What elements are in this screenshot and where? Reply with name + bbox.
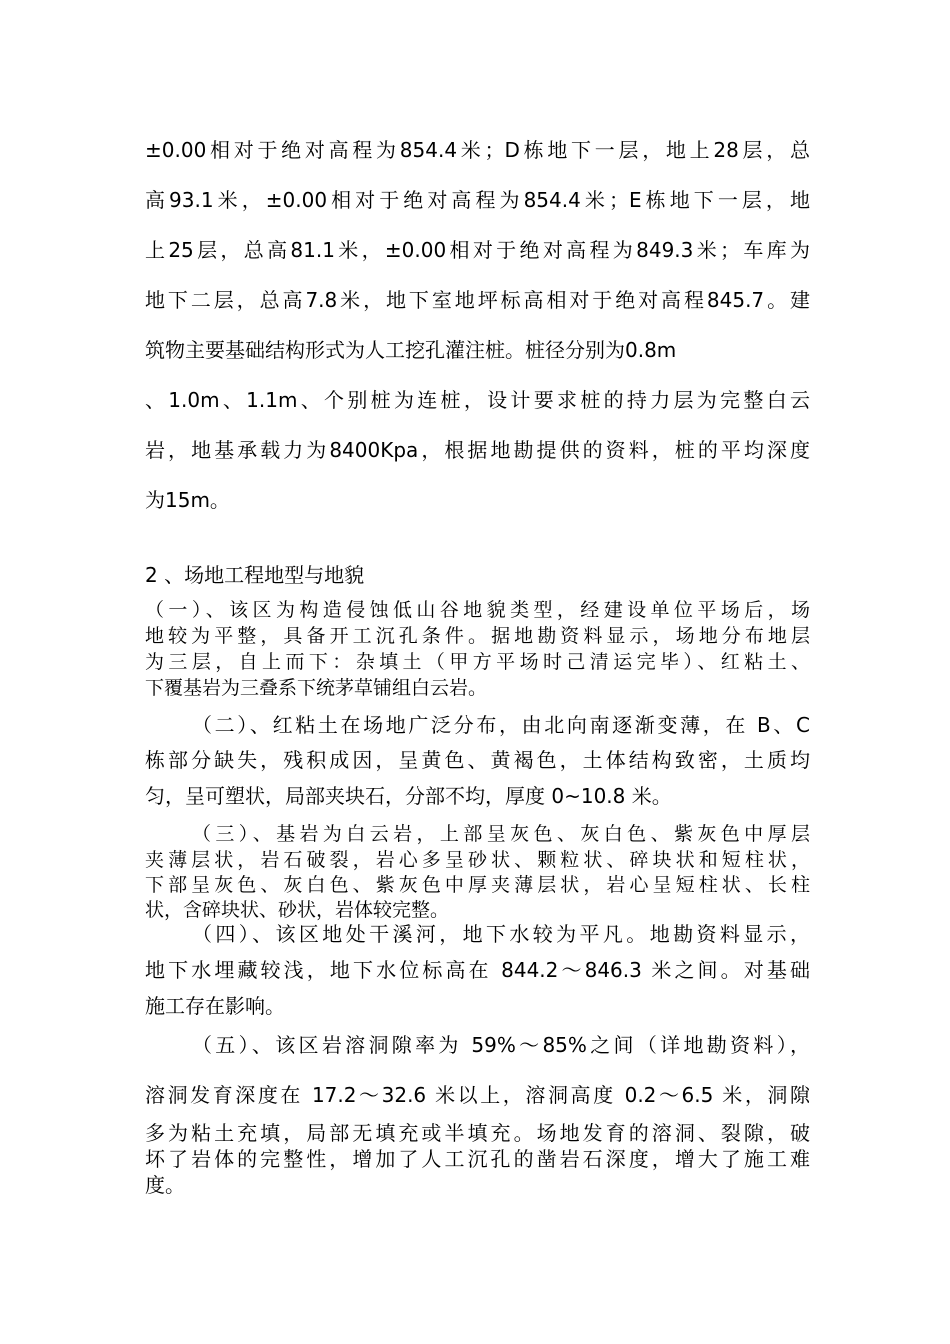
- section-heading: 2 、场地工程地型与地貌: [145, 563, 365, 587]
- paragraph1-line-7: 岩，地基承载力为8400Kpa，根据地勘提供的资料，桩的平均深度: [145, 438, 810, 462]
- paragraph1-line-3: 上25层，总高81.1米，±0.00相对于绝对高程为849.3米；车库为: [145, 238, 810, 262]
- item5-line-3: 多为粘土充填，局部无填充或半填充。场地发育的溶洞、裂隙，破: [145, 1121, 810, 1145]
- item2-line-3: 匀，呈可塑状，局部夹块石，分部不均，厚度 0~10.8 米。: [145, 784, 672, 808]
- item4-line-2: 地下水埋藏较浅，地下水位标高在 844.2～846.3 米之间。对基础: [145, 958, 810, 982]
- item3-line-4: 状，含碎块状、砂状，岩体较完整。: [145, 899, 450, 921]
- paragraph1-line-1: ±0.00相对于绝对高程为854.4米；D栋地下一层，地上28层，总: [145, 138, 810, 162]
- item3-line-1: （三）、基岩为白云岩，上部呈灰色、灰白色、紫灰色中厚层: [192, 823, 810, 845]
- item2-line-2: 栋部分缺失，残积成因，呈黄色、黄褐色，土体结构致密，土质均: [145, 748, 810, 772]
- item1-line-2: 地较为平整，具备开工沉孔条件。据地勘资料显示，场地分布地层: [145, 625, 810, 647]
- paragraph1-line-8: 为15m。: [145, 488, 230, 512]
- item1-line-1: （一）、该区为构造侵蚀低山谷地貌类型，经建设单位平场后，场: [145, 599, 810, 621]
- paragraph1-line-6: 、1.0m、1.1m、个别桩为连桩，设计要求桩的持力层为完整白云: [145, 388, 810, 412]
- paragraph1-line-2: 高93.1米，±0.00相对于绝对高程为854.4米；E栋地下一层，地: [145, 188, 810, 212]
- item2-line-1: （二）、红粘土在场地广泛分布，由北向南逐渐变薄，在 B、C: [192, 713, 810, 737]
- item5-line-5: 度。: [145, 1173, 185, 1197]
- paragraph1-line-4: 地下二层，总高7.8米，地下室地坪标高相对于绝对高程845.7。建: [145, 288, 810, 312]
- item3-line-3: 下部呈灰色、灰白色、紫灰色中厚夹薄层状，岩心呈短柱状、长柱: [145, 874, 810, 896]
- item3-line-2: 夹薄层状，岩石破裂，岩心多呈砂状、颗粒状、碎块状和短柱状，: [145, 849, 810, 871]
- item5-line-4: 坏了岩体的完整性，增加了人工沉孔的凿岩石深度，增大了施工难: [145, 1147, 810, 1171]
- item4-line-1: （四）、该区地处干溪河，地下水较为平凡。地勘资料显示，: [192, 922, 810, 946]
- item1-line-4: 下覆基岩为三叠系下统茅草铺组白云岩。: [145, 677, 488, 699]
- item1-line-3: 为三层，自上而下：杂填土（甲方平场时己清运完毕）、红粘土、: [145, 651, 810, 673]
- item4-line-3: 施工存在影响。: [145, 994, 285, 1018]
- item5-line-2: 溶洞发育深度在 17.2～32.6 米以上，溶洞高度 0.2～6.5 米，洞隙: [145, 1083, 810, 1107]
- item5-line-1: （五）、该区岩溶洞隙率为 59%～85%之间（详地勘资料），: [192, 1033, 810, 1057]
- paragraph1-line-5: 筑物主要基础结构形式为人工挖孔灌注桩。桩径分别为0.8m: [145, 338, 677, 362]
